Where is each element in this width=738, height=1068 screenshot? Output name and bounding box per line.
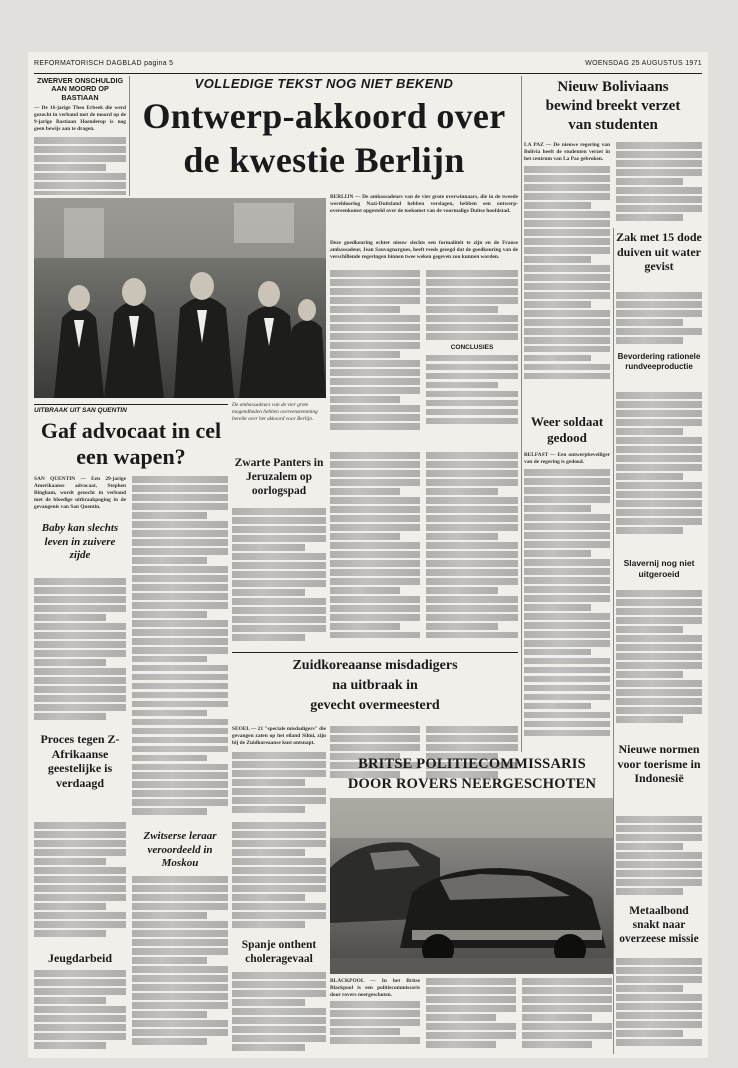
- berlin-lead2: Deze goedkeuring echter nieuw slechts een formaliteit te zijn en de Franse ambassadeur, Jean Sauvagnargues, heeft reeds gezegd dat de goedkeuring van de verschillende regeringen binnen twee weken gegeven zou kunnen worden.: [330, 240, 518, 260]
- article-panters: [232, 456, 326, 506]
- bevordering-body: [616, 392, 702, 552]
- bolivia-title-line1: Nieuw Boliviaans: [557, 79, 669, 95]
- berlin-kicker-box: [130, 76, 518, 92]
- berlin-conclusies: CONCLUSIES: [450, 343, 494, 351]
- britse-column-1: [330, 978, 420, 1054]
- zwitsers-body: [132, 876, 228, 1054]
- article-spanje: [232, 938, 326, 970]
- jeugdarbeid-title: Jeugdarbeid: [47, 951, 112, 965]
- article-soldaat: [524, 414, 610, 450]
- duiven-body: [616, 292, 702, 348]
- article-metaalbond: [616, 904, 702, 956]
- quentin-title: Gaf advocaat in cel een wapen?: [40, 418, 222, 469]
- baby-title: Baby kan slechts leven in zuivere zijde: [41, 522, 119, 561]
- panters-body: [232, 508, 326, 648]
- slavernij-title: Slavernij nog niet uitgeroeid: [623, 558, 695, 579]
- berlin-lead-box: [330, 194, 518, 238]
- photo-ambassadors: [34, 198, 326, 398]
- korea-column-1: [232, 752, 326, 818]
- berlin-kicker: VOLLEDIGE TEKST NOG NIET BEKEND: [194, 76, 454, 91]
- ambassadors-image: [34, 198, 326, 398]
- berlin-column-1: [330, 270, 420, 450]
- korea-headline: [232, 656, 518, 722]
- korea-title-line3: gevecht overmeesterd: [310, 698, 440, 713]
- zwitsers-title: Zwitserse leraar veroordeeld in Moskou: [143, 830, 217, 869]
- berlin-title-line2: de kwestie Berlijn: [183, 140, 465, 180]
- proces-title: Proces tegen Z-Afrikaanse geestelijke is verdaagd: [40, 732, 120, 790]
- toerisme-body: [616, 816, 702, 900]
- berlin-title-line1: Ontwerp-akkoord over: [142, 96, 506, 136]
- bolivia-lead: LA PAZ — De nieuwe regering van Bolivia heeft de studenten verzet in het centrum van La Paz gebroken.: [524, 142, 610, 162]
- panters-title: Zwarte Panters in Jeruzalem op oorlogspad: [234, 457, 324, 497]
- bevordering-title: Bevordering rationele rundveeproductie: [617, 352, 701, 371]
- column-divider-1: [129, 76, 130, 196]
- header-rule: [34, 73, 702, 74]
- duiven-title: Zak met 15 dode duiven uit water gevist: [616, 230, 702, 273]
- zwerver-title: ZWERVER ONSCHULDIG AAN MOORD OP BASTIAAN: [36, 77, 124, 102]
- soldaat-lead: BELFAST — Een ontwerpbeveiliger van de regering is gedood.: [524, 452, 610, 465]
- proces-body: [34, 822, 126, 946]
- britse-column-3: [522, 978, 612, 1054]
- article-zwitsers: [132, 830, 228, 872]
- korea-rule: [232, 652, 518, 653]
- korea-title-line1: Zuidkoreaanse misdadigers: [292, 658, 458, 673]
- police-car-image: [330, 798, 614, 974]
- soldaat-title: Weer soldaat gedood: [530, 414, 604, 445]
- quentin-lead-box: [34, 476, 126, 520]
- zwerver-lead: — De 16-jarige Theo Erbeek die werd gezocht in verband met de moord op de 9-jarige Bastiaan Hoenderop is nog geen bewijs aan te dragen.: [34, 105, 126, 133]
- korea-lead-box: [232, 726, 326, 750]
- berlin-column-3: [330, 452, 420, 648]
- britse-column-2: [426, 978, 516, 1054]
- bolivia-column-2: [616, 142, 702, 228]
- page-header: [34, 60, 702, 72]
- metaalbond-title: Metaalbond snakt naar overzeese missie: [619, 905, 699, 945]
- britse-headline: [330, 754, 614, 796]
- photo-ambassadors-caption: [232, 402, 326, 452]
- quentin-kicker: UITBRAAK UIT SAN QUENTIN: [34, 407, 127, 414]
- article-baby: [34, 522, 126, 576]
- photo-police-car: [330, 798, 614, 974]
- korea-column-1b: [232, 822, 326, 934]
- newspaper-page: [28, 52, 708, 1058]
- article-jeugdarbeid: [34, 950, 126, 968]
- article-toerisme: [616, 742, 702, 814]
- metaalbond-body: [616, 958, 702, 1054]
- article-proces: [34, 732, 126, 820]
- spanje-title: Spanje onthent choleragevaal: [241, 939, 317, 965]
- korea-lead: SEOEL — 21 "speciale misdadigers" die gevangen zaten op het eiland Silmi, zijn bij de Zuidkoreaanse kust ontsnapt.: [232, 726, 326, 746]
- soldaat-body: [524, 452, 610, 748]
- quentin-rule: [34, 404, 228, 405]
- toerisme-title: Nieuwe normen voor toerisme in Indonesië: [617, 742, 701, 785]
- article-duiven: [616, 230, 702, 292]
- quentin-headline: [34, 418, 228, 472]
- britse-title-line1: BRITSE POLITIECOMMISSARIS: [358, 756, 586, 772]
- column-divider-3: [613, 228, 614, 1054]
- quentin-lead: SAN QUENTIN — Een 29-jarige Amerikaanse advocaat, Stephen Bingham, wordt gezocht in verband met de bloedige uitbraakpoging in de gevangenis van San Quentin.: [34, 476, 126, 510]
- baby-body: [34, 578, 126, 728]
- quentin-kicker-box: [34, 407, 228, 417]
- ambassadors-caption: De ambassadeurs van de vier grote mogendheden hebben overeenstemming bereikt over het akkoord voor Berlijn.: [232, 402, 318, 422]
- bolivia-column-1: [524, 142, 610, 410]
- article-zwerver: [34, 77, 126, 195]
- quentin-column-2: [132, 476, 228, 826]
- bolivia-title-line3: van studenten: [568, 117, 658, 133]
- jeugdarbeid-body: [34, 970, 126, 1054]
- korea-title-line2: na uitbraak in: [332, 678, 418, 693]
- article-slavernij: [616, 558, 702, 588]
- berlin-lead2-box: [330, 240, 518, 266]
- slavernij-body: [616, 590, 702, 738]
- berlin-column-2: [426, 270, 518, 450]
- page-header-date: WOENSDAG 25 AUGUSTUS 1971: [585, 60, 702, 67]
- berlin-lead: BERLIJN — De ambassadeurs van de vier grote overwinnaars, die in de tweede wereldoorlog Nazi-Duitsland hebben verslagen, hebben een ontwerp-overeenkomst opgesteld over de toekomst van de voormalige Duitse hoofdstad.: [330, 194, 518, 214]
- spanje-body: [232, 972, 326, 1054]
- berlin-column-4: [426, 452, 518, 648]
- britse-lead: BLACKPOOL — In het Britse Blackpool is een politiecommissaris door rovers neergeschoten.: [330, 978, 420, 998]
- article-bevordering: [616, 352, 702, 390]
- berlin-headline: [130, 94, 518, 188]
- britse-title-line2: DOOR ROVERS NEERGESCHOTEN: [347, 776, 597, 792]
- column-divider-2: [521, 76, 522, 752]
- bolivia-title-line2: bewind breekt verzet: [545, 98, 681, 114]
- page-header-left: REFORMATORISCH DAGBLAD pagina 5: [34, 60, 174, 67]
